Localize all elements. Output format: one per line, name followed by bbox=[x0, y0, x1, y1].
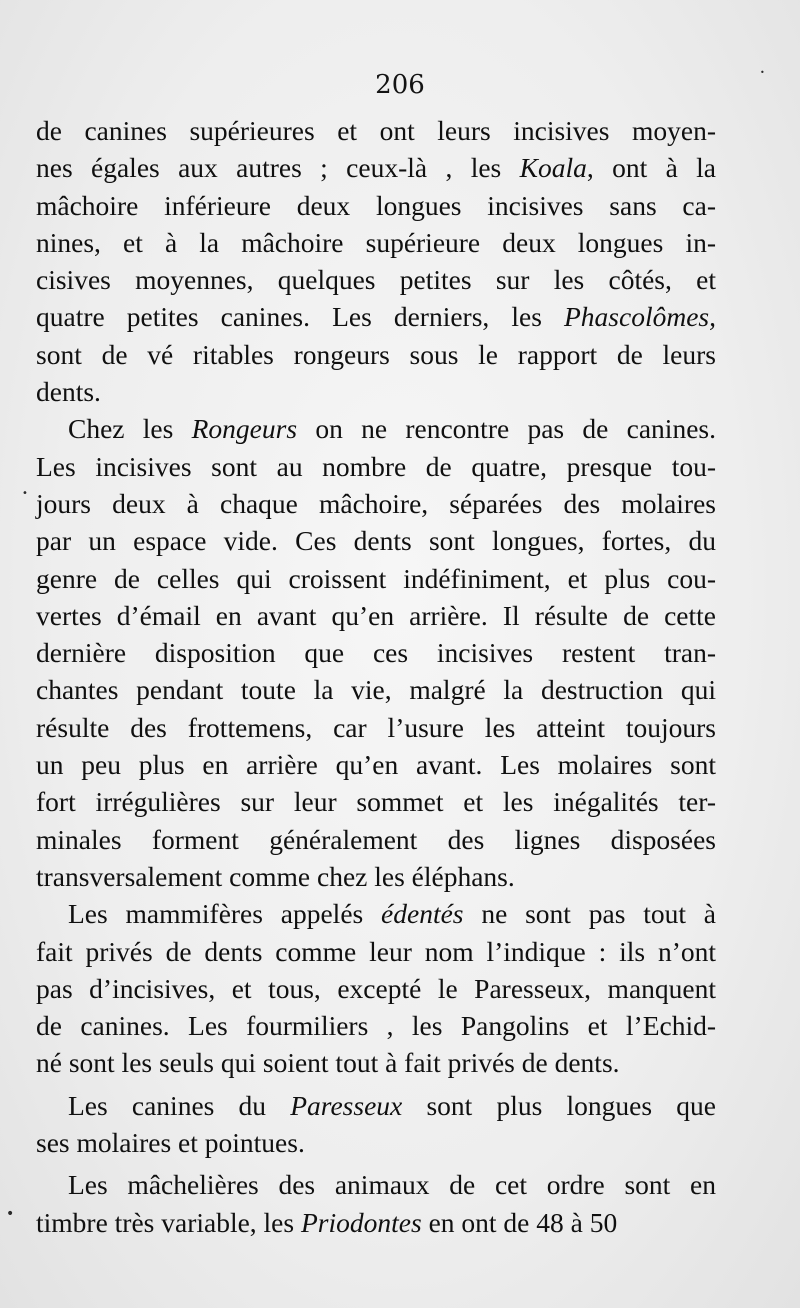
ink-speck: • bbox=[6, 1206, 15, 1222]
text-run: Les canines du bbox=[68, 1089, 291, 1121]
italic-term: Koala bbox=[519, 152, 587, 184]
text-line bbox=[36, 522, 716, 559]
text-run: minales forment généralement des lignes disposées bbox=[36, 823, 716, 855]
text-run: vertes d’émail en avant qu’en arrière. Il résulte de cette bbox=[36, 599, 716, 631]
text-run: Les incisives sont au nombre de quatre, presque tou- bbox=[36, 450, 716, 482]
text-run: dents. bbox=[36, 376, 101, 408]
text-line bbox=[36, 187, 716, 224]
text-line bbox=[36, 895, 716, 932]
text-line bbox=[36, 858, 716, 895]
italic-term: Paresseux bbox=[290, 1089, 403, 1121]
text-run: par un espace vide. Ces dents sont longues, fortes, du bbox=[36, 525, 716, 557]
text-run: né sont les seuls qui soient tout à fait privés de dents. bbox=[36, 1047, 620, 1079]
text-line bbox=[36, 261, 716, 298]
text-line bbox=[36, 1044, 716, 1081]
text-run: fort irrégulières sur leur sommet et les inégalités ter- bbox=[36, 786, 716, 818]
text-line bbox=[36, 634, 716, 671]
text-line bbox=[36, 1166, 716, 1203]
text-run: on ne rencontre pas de canines. bbox=[297, 413, 716, 445]
italic-term: édentés bbox=[381, 898, 464, 930]
italic-term: Rongeurs bbox=[191, 413, 298, 445]
text-run: ne sont pas tout à bbox=[463, 898, 716, 930]
text-line bbox=[36, 821, 716, 858]
text-run: mâchoire inférieure deux longues incisives sans ca- bbox=[36, 189, 716, 221]
text-run: sont de vé ritables rongeurs sous le rapport de leurs bbox=[36, 338, 716, 370]
text-line bbox=[36, 933, 716, 970]
text-line bbox=[36, 224, 716, 261]
text-line bbox=[36, 1124, 716, 1161]
text-run: sont plus longues que bbox=[402, 1089, 716, 1121]
text-line bbox=[36, 783, 716, 820]
text-run: de canines supérieures et ont leurs incisives moyen- bbox=[36, 115, 716, 146]
text-line bbox=[36, 298, 716, 335]
text-run: résulte des frottemens, car l’usure les atteint toujours bbox=[36, 711, 716, 743]
italic-term: Phascolômes, bbox=[564, 301, 716, 333]
text-line bbox=[36, 560, 716, 597]
text-run: en ont de 48 à 50 bbox=[421, 1206, 618, 1238]
paragraph bbox=[36, 112, 716, 410]
text-line bbox=[36, 149, 716, 186]
text-line bbox=[36, 448, 716, 485]
text-line bbox=[36, 112, 716, 149]
text-line bbox=[36, 373, 716, 410]
text-run: pas d’incisives, et tous, excepté le Paresseux, manquent bbox=[36, 972, 716, 1004]
text-line bbox=[36, 1007, 716, 1044]
text-line bbox=[36, 970, 716, 1007]
text-run: de canines. Les fourmiliers , les Pangolins et l’Echid- bbox=[36, 1010, 716, 1042]
text-line bbox=[36, 746, 716, 783]
text-run: Les mammifères appelés bbox=[68, 898, 382, 930]
text-run: chantes pendant toute la vie, malgré la destruction qui bbox=[36, 674, 716, 706]
text-run: un peu plus en arrière qu’en avant. Les molaires sont bbox=[36, 749, 716, 781]
text-run: dernière disposition que ces incisives restent tran- bbox=[36, 637, 716, 669]
text-run: Les mâchelières des animaux de cet ordre sont en bbox=[68, 1169, 716, 1201]
text-line bbox=[36, 597, 716, 634]
paragraph bbox=[36, 895, 716, 1081]
body-text bbox=[36, 112, 716, 1241]
text-run: fait privés de dents comme leur nom l’indique : ils n’ont bbox=[36, 935, 716, 967]
italic-term: Priodontes bbox=[300, 1206, 422, 1238]
text-line bbox=[36, 1204, 716, 1241]
text-run: Chez les bbox=[68, 413, 192, 445]
text-run: nes égales aux autres ; ceux-là , les bbox=[36, 152, 520, 184]
paragraph bbox=[36, 1166, 716, 1241]
text-line bbox=[36, 671, 716, 708]
ink-speck: • bbox=[760, 68, 765, 77]
text-run: nines, et à la mâchoire supérieure deux longues in- bbox=[36, 226, 716, 258]
text-run: quatre petites canines. Les derniers, les bbox=[36, 301, 564, 333]
paragraph bbox=[36, 410, 716, 895]
text-line bbox=[36, 336, 716, 373]
text-run: jours deux à chaque mâchoire, séparées des molaires bbox=[36, 487, 716, 519]
text-run: cisives moyennes, quelques petites sur les côtés, et bbox=[36, 264, 716, 296]
text-run: ses molaires et pointues. bbox=[36, 1127, 305, 1159]
text-line bbox=[36, 1087, 716, 1124]
text-run: timbre très variable, les bbox=[36, 1206, 301, 1238]
text-line bbox=[36, 485, 716, 522]
ink-speck: • bbox=[22, 488, 28, 499]
text-run: , ont à la bbox=[586, 152, 716, 184]
text-run: transversalement comme chez les éléphans. bbox=[36, 860, 515, 892]
text-line bbox=[36, 709, 716, 746]
page-number: 206 bbox=[375, 70, 425, 100]
paragraph bbox=[36, 1087, 716, 1162]
text-run: genre de celles qui croissent indéfiniment, et plus cou- bbox=[36, 562, 716, 594]
text-line bbox=[36, 410, 716, 447]
